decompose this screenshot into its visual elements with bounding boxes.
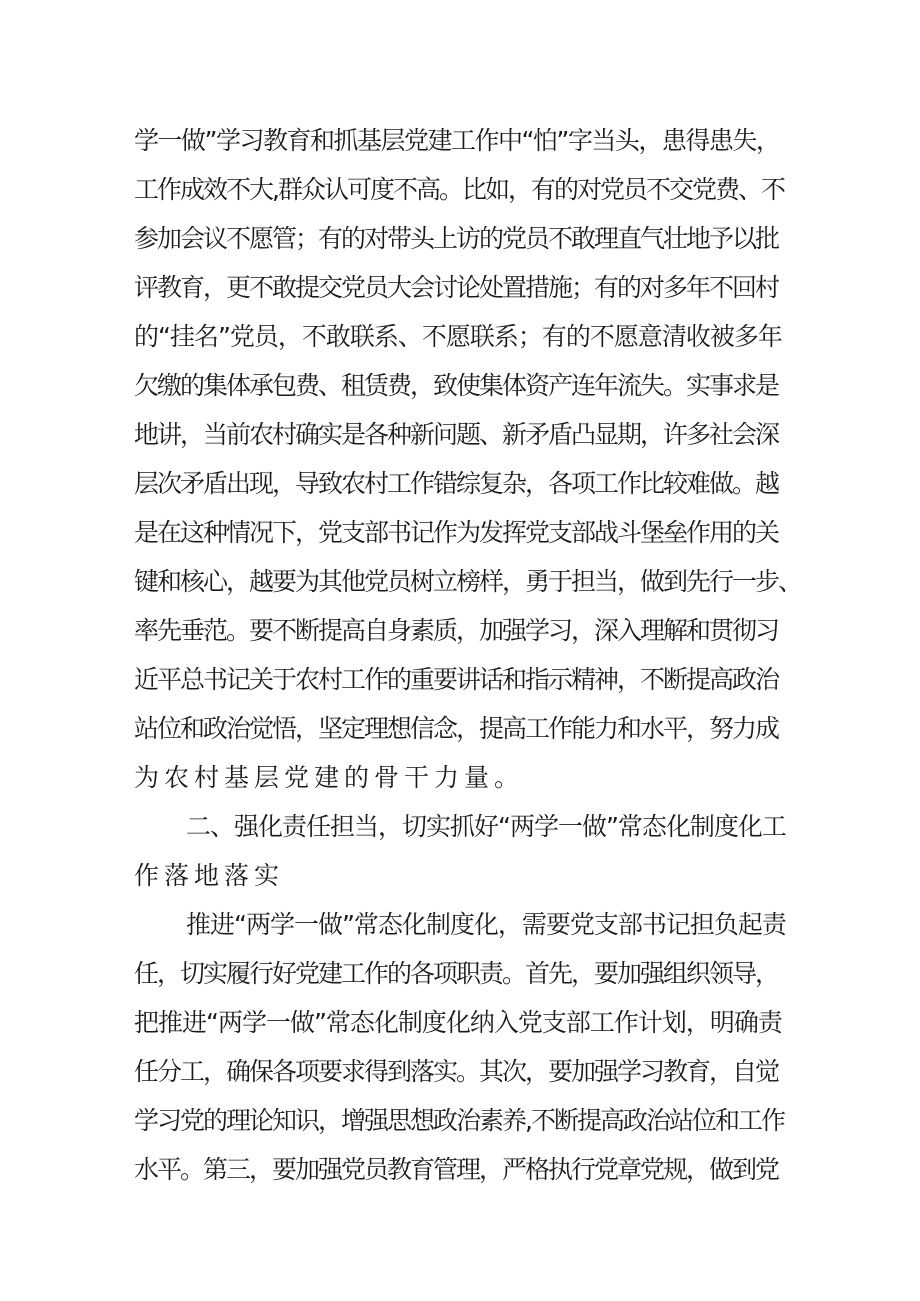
section-heading-line-1: 二、强化责任担当，切实抓好“两学一做”常态化制度化工	[186, 812, 786, 841]
paragraph-1-line-3: 参加会议不愿管；有的对带头上访的党员不敢理直气壮地予以批	[134, 224, 779, 253]
paragraph-1-line-10: 键和核心，越要为其他党员树立榜样，勇于担当，做到先行一步、	[134, 567, 802, 596]
paragraph-1-line-11: 率先垂范。要不断提高自身素质，加强学习，深入理解和贯彻习	[134, 616, 779, 645]
paragraph-2-line-1: 推进“两学一做”常态化制度化，需要党支部书记担负起责	[186, 910, 786, 939]
paragraph-2-line-3: 把推进“两学一做”常态化制度化纳入党支部工作计划，明确责	[134, 1008, 782, 1037]
paragraph-1-line-4: 评教育，更不敢提交党员大会讨论处置措施；有的对多年不回村	[134, 273, 779, 302]
paragraph-1-line-9: 是在这种情况下，党支部书记作为发挥党支部战斗堡垒作用的关	[134, 518, 779, 547]
paragraph-2-line-6: 水平。第三，要加强党员教育管理，严格执行党章党规，做到党	[134, 1155, 779, 1184]
paragraph-1-line-5: 的“挂名”党员，不敢联系、不愿联系；有的不愿意清收被多年	[134, 322, 782, 351]
section-heading-line-2: 作落地落实	[134, 861, 285, 890]
paragraph-2-line-2: 任，切实履行好党建工作的各项职责。首先，要加强组织领导，	[134, 959, 779, 988]
paragraph-1-line-1: 学一做”学习教育和抓基层党建工作中“怕”字当头，患得患失，	[134, 126, 780, 155]
paragraph-1-line-8: 层次矛盾出现，导致农村工作错综复杂，各项工作比较难做。越	[134, 469, 779, 498]
paragraph-1-line-13: 站位和政治觉悟，坚定理想信念，提高工作能力和水平，努力成	[134, 714, 779, 743]
paragraph-2-line-5: 学习党的理论知识，增强思想政治素养,不断提高政治站位和工作	[134, 1106, 784, 1135]
paragraph-1-line-6: 欠缴的集体承包费、租赁费，致使集体资产连年流失。实事求是	[134, 371, 779, 400]
paragraph-1-line-7: 地讲，当前农村确实是各种新问题、新矛盾凸显期，许多社会深	[134, 420, 779, 449]
paragraph-1-line-2: 工作成效不大,群众认可度不高。比如，有的对党员不交党费、不	[134, 175, 784, 204]
paragraph-1-line-14: 为农村基层党建的骨干力量。	[134, 763, 525, 792]
paragraph-2-line-4: 任分工，确保各项要求得到落实。其次，要加强学习教育，自觉	[134, 1057, 779, 1086]
paragraph-1-line-12: 近平总书记关于农村工作的重要讲话和指示精神，不断提高政治	[134, 665, 779, 694]
